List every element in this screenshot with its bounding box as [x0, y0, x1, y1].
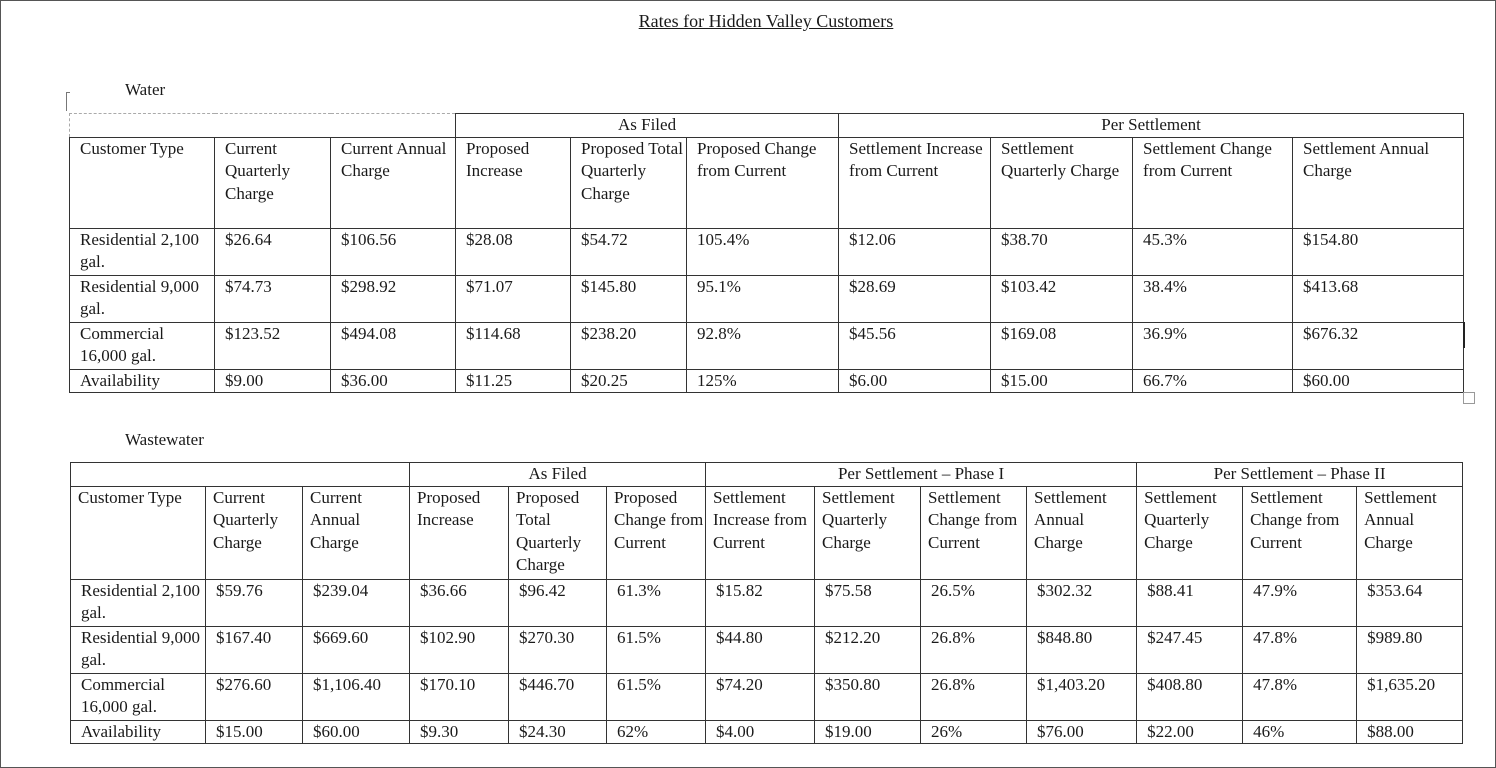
column-header: Proposed Total Quarterly Charge — [571, 137, 687, 228]
column-header: Current Annual Charge — [303, 486, 410, 579]
table-cell: $238.20 — [571, 322, 687, 369]
column-header: Customer Type — [70, 137, 215, 228]
table-row — [71, 626, 1463, 673]
table-row — [70, 369, 1464, 393]
table-row — [71, 673, 1463, 720]
table-cell: 46% — [1243, 720, 1357, 744]
table-cell: $676.32 — [1293, 322, 1464, 369]
group-header: Per Settlement – Phase I — [706, 463, 1137, 487]
group-header-row — [70, 114, 1464, 138]
table-cell: $26.64 — [215, 228, 331, 275]
table-cell: $302.32 — [1027, 579, 1137, 626]
table-cell: $103.42 — [991, 275, 1133, 322]
table-anchor-mark — [66, 92, 70, 111]
column-header: Settlement Change from Current — [921, 486, 1027, 579]
table-cell: $276.60 — [206, 673, 303, 720]
wastewater-rates-table — [70, 462, 1463, 744]
table-cell: 45.3% — [1133, 228, 1293, 275]
column-header: Settlement Change from Current — [1243, 486, 1357, 579]
table-cell: $38.70 — [991, 228, 1133, 275]
table-cell: 125% — [687, 369, 839, 393]
table-cell: $413.68 — [1293, 275, 1464, 322]
column-header: Proposed Increase — [410, 486, 509, 579]
table-cell: $76.00 — [1027, 720, 1137, 744]
table-cell: $446.70 — [509, 673, 607, 720]
table-cell: $45.56 — [839, 322, 991, 369]
table-cell: $60.00 — [1293, 369, 1464, 393]
table-cell: $167.40 — [206, 626, 303, 673]
table-cell: $71.07 — [456, 275, 571, 322]
table-cell: 47.9% — [1243, 579, 1357, 626]
table-cell: 26% — [921, 720, 1027, 744]
table-cell: $114.68 — [456, 322, 571, 369]
table-cell: 95.1% — [687, 275, 839, 322]
table-cell: $20.25 — [571, 369, 687, 393]
table-cell: 26.5% — [921, 579, 1027, 626]
table-cell: $24.30 — [509, 720, 607, 744]
table-cell: 61.3% — [607, 579, 706, 626]
table-cell: $170.10 — [410, 673, 509, 720]
table-cell: $270.30 — [509, 626, 607, 673]
column-header: Settlement Annual Charge — [1293, 137, 1464, 228]
table-row — [70, 322, 1464, 369]
table-cell: 26.8% — [921, 626, 1027, 673]
table-cell: $1,635.20 — [1357, 673, 1463, 720]
group-header: As Filed — [410, 463, 706, 487]
row-label-cell: Commercial 16,000 gal. — [71, 673, 206, 720]
table-cell: $15.82 — [706, 579, 815, 626]
table-cell: $6.00 — [839, 369, 991, 393]
column-header-row — [70, 137, 1464, 228]
column-header: Current Quarterly Charge — [206, 486, 303, 579]
table-cell: $4.00 — [706, 720, 815, 744]
table-cell: $74.73 — [215, 275, 331, 322]
column-header: Settlement Quarterly Charge — [815, 486, 921, 579]
row-label-cell: Residential 9,000 gal. — [71, 626, 206, 673]
column-header-row — [71, 486, 1463, 579]
table-resize-handle[interactable] — [1463, 392, 1475, 404]
row-label-cell: Residential 9,000 gal. — [70, 275, 215, 322]
table-cell: $350.80 — [815, 673, 921, 720]
table-cell: 92.8% — [687, 322, 839, 369]
column-header: Settlement Quarterly Charge — [991, 137, 1133, 228]
row-label-cell: Residential 2,100 gal. — [71, 579, 206, 626]
table-cell: 38.4% — [1133, 275, 1293, 322]
column-header: Settlement Change from Current — [1133, 137, 1293, 228]
column-header: Settlement Increase from Current — [706, 486, 815, 579]
table-cell: $96.42 — [509, 579, 607, 626]
table-cell: 61.5% — [607, 673, 706, 720]
table-cell: $123.52 — [215, 322, 331, 369]
table-cell: $15.00 — [206, 720, 303, 744]
table-cell: 47.8% — [1243, 626, 1357, 673]
table-cell: $9.30 — [410, 720, 509, 744]
column-header: Current Annual Charge — [331, 137, 456, 228]
table-row — [71, 579, 1463, 626]
table-cell: $11.25 — [456, 369, 571, 393]
table-cell: 62% — [607, 720, 706, 744]
table-cell: $28.08 — [456, 228, 571, 275]
table-cell: $74.20 — [706, 673, 815, 720]
group-header-blank — [71, 463, 410, 487]
water-rates-table — [69, 113, 1464, 393]
table-cell: $36.00 — [331, 369, 456, 393]
table-cell: $36.66 — [410, 579, 509, 626]
row-label-cell: Residential 2,100 gal. — [70, 228, 215, 275]
group-header: Per Settlement — [839, 114, 1464, 138]
table-cell: $88.00 — [1357, 720, 1463, 744]
table-cell: $408.80 — [1137, 673, 1243, 720]
table-cell: $1,403.20 — [1027, 673, 1137, 720]
table-cell: $59.76 — [206, 579, 303, 626]
table-row — [70, 275, 1464, 322]
column-header: Settlement Increase from Current — [839, 137, 991, 228]
table-cell: $1,106.40 — [303, 673, 410, 720]
column-header: Settlement Quarterly Charge — [1137, 486, 1243, 579]
table-cell: $88.41 — [1137, 579, 1243, 626]
row-end-marker — [1463, 322, 1465, 348]
table-row — [71, 720, 1463, 744]
table-cell: $247.45 — [1137, 626, 1243, 673]
column-header: Proposed Change from Current — [607, 486, 706, 579]
table-cell: $22.00 — [1137, 720, 1243, 744]
row-label-cell: Availability — [71, 720, 206, 744]
group-header: Per Settlement – Phase II — [1137, 463, 1463, 487]
table-cell: 47.8% — [1243, 673, 1357, 720]
table-cell: $145.80 — [571, 275, 687, 322]
table-cell: $15.00 — [991, 369, 1133, 393]
table-cell: 61.5% — [607, 626, 706, 673]
row-label-cell: Commercial 16,000 gal. — [70, 322, 215, 369]
table-cell: $102.90 — [410, 626, 509, 673]
table-cell: $9.00 — [215, 369, 331, 393]
table-cell: $12.06 — [839, 228, 991, 275]
table-cell: $239.04 — [303, 579, 410, 626]
table-cell: $848.80 — [1027, 626, 1137, 673]
table-cell: $106.56 — [331, 228, 456, 275]
wastewater-section-label: Wastewater — [125, 430, 204, 449]
table-cell: $169.08 — [991, 322, 1133, 369]
table-cell: $212.20 — [815, 626, 921, 673]
table-cell: $19.00 — [815, 720, 921, 744]
table-row — [70, 228, 1464, 275]
table-cell: 26.8% — [921, 673, 1027, 720]
row-label-cell: Availability — [70, 369, 215, 393]
table-cell: $54.72 — [571, 228, 687, 275]
table-cell: $298.92 — [331, 275, 456, 322]
column-header: Settlement Annual Charge — [1357, 486, 1463, 579]
table-cell: 36.9% — [1133, 322, 1293, 369]
table-cell: $154.80 — [1293, 228, 1464, 275]
table-cell: $669.60 — [303, 626, 410, 673]
table-cell: $353.64 — [1357, 579, 1463, 626]
table-cell: $494.08 — [331, 322, 456, 369]
column-header: Proposed Increase — [456, 137, 571, 228]
column-header: Settlement Annual Charge — [1027, 486, 1137, 579]
table-cell: $28.69 — [839, 275, 991, 322]
table-cell: $989.80 — [1357, 626, 1463, 673]
column-header: Proposed Change from Current — [687, 137, 839, 228]
table-cell: $60.00 — [303, 720, 410, 744]
document-title: Rates for Hidden Valley Customers — [638, 11, 894, 31]
table-cell: 66.7% — [1133, 369, 1293, 393]
group-header-row — [71, 463, 1463, 487]
water-section-label: Water — [125, 80, 166, 99]
table-cell: 105.4% — [687, 228, 839, 275]
column-header: Current Quarterly Charge — [215, 137, 331, 228]
column-header: Proposed Total Quarterly Charge — [509, 486, 607, 579]
group-header-blank — [70, 114, 456, 138]
column-header: Customer Type — [71, 486, 206, 579]
table-cell: $75.58 — [815, 579, 921, 626]
group-header: As Filed — [456, 114, 839, 138]
table-cell: $44.80 — [706, 626, 815, 673]
